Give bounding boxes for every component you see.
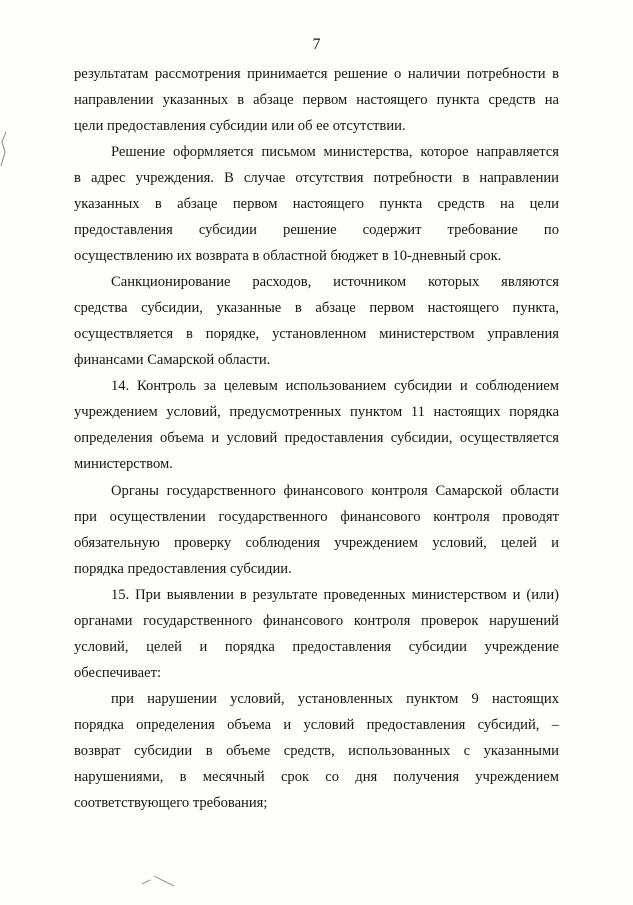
text-line: направлении указанных в абзаце первом настоящего пункта средств на bbox=[74, 92, 559, 108]
text-line: предоставления субсидии решение содержит требование по bbox=[74, 222, 559, 238]
text-line: органами государственного финансового контроля проверок нарушений bbox=[74, 613, 559, 629]
text-line: условий, целей и порядка предоставления субсидии учреждение bbox=[74, 639, 559, 655]
text-line: 15. При выявлении в результате проведенных министерством и (или) bbox=[111, 587, 559, 603]
scan-smudge-mark bbox=[140, 870, 180, 890]
scan-edge-mark bbox=[0, 130, 8, 170]
text-line: министерством. bbox=[74, 456, 173, 472]
text-line: обеспечивает: bbox=[74, 665, 162, 681]
text-line: учреждением условий, предусмотренных пунктом 11 настоящих порядка bbox=[74, 404, 559, 420]
text-line: осуществлению их возврата в областной бюджет в 10-дневный срок. bbox=[74, 248, 502, 264]
text-line: Органы государственного финансового контроля Самарской области bbox=[111, 483, 559, 499]
text-line: финансами Самарской области. bbox=[74, 352, 271, 368]
text-line: средства субсидии, указанные в абзаце первом настоящего пункта, bbox=[74, 300, 559, 316]
text-line: Санкционирование расходов, источником которых являются bbox=[111, 274, 559, 290]
page-number: 7 bbox=[312, 36, 321, 53]
text-line: при нарушении условий, установленных пунктом 9 настоящих bbox=[111, 691, 559, 707]
text-line: в адрес учреждения. В случае отсутствия потребности в направлении bbox=[74, 170, 559, 186]
text-line: цели предоставления субсидии или об ее отсутствии. bbox=[74, 118, 406, 134]
text-line: порядка предоставления субсидии. bbox=[74, 561, 292, 577]
text-line: при осуществлении государственного финансового контроля проводят bbox=[74, 509, 559, 525]
text-line: осуществляется в порядке, установленном министерством управления bbox=[74, 326, 559, 342]
text-line: обязательную проверку соблюдения учреждением условий, целей и bbox=[74, 535, 559, 551]
text-line: определения объема и условий предоставления субсидии, осуществляется bbox=[74, 430, 559, 446]
text-line: результатам рассмотрения принимается решение о наличии потребности в bbox=[74, 66, 559, 82]
text-line: порядка определения объема и условий предоставления субсидий, – bbox=[74, 717, 559, 733]
text-line: указанных в абзаце первом настоящего пункта средств на цели bbox=[74, 196, 559, 212]
text-line: нарушениями, в месячный срок со дня получения учреждением bbox=[74, 769, 559, 785]
text-line: возврат субсидии в объеме средств, использованных с указанными bbox=[74, 743, 559, 759]
text-line: Решение оформляется письмом министерства, которое направляется bbox=[111, 144, 559, 160]
text-line: 14. Контроль за целевым использованием субсидии и соблюдением bbox=[111, 378, 559, 394]
text-line: соответствующего требования; bbox=[74, 795, 268, 811]
